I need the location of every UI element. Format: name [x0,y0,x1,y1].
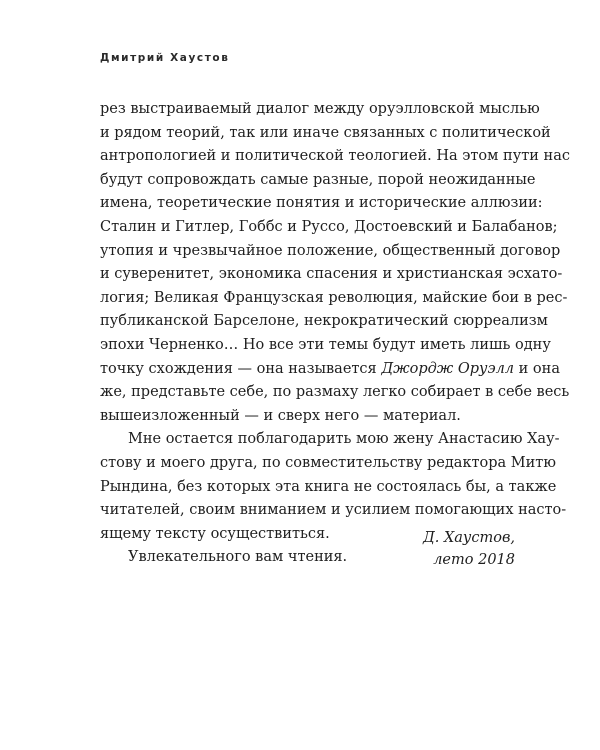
text-line: утопия и чрезвычайное положение, общественный договор [100,242,561,259]
text-line: вышеизложенный — и сверх него — материал. [100,407,461,424]
text-line-with-title [100,358,560,382]
text-line: имена, теоретические понятия и исторические аллюзии: [100,195,543,212]
text-line: будут сопровождать самые разные, порой неожиданные [100,171,536,188]
text-line: эпохи Черненко… Но все эти темы будут иметь лишь одну [100,336,551,353]
text-line: Мне остается поблагодарить мою жену Анастасию Хау- [128,431,560,448]
signature-author: Д. Хаустов, [422,530,515,546]
text-line: антропологией и политической теологией. На этом пути нас [100,148,570,165]
book-title-italic: Джордж Оруэлл [381,360,515,377]
signature [423,527,515,571]
text-line: публиканской Барселоне, некрократический сюрреализм [100,313,548,330]
text-line: логия; Великая Французская революция, майские бои в рес- [100,289,568,306]
text-fragment: и она [514,360,560,377]
text-line: и суверенитет, экономика спасения и христианская эсхато- [100,266,563,283]
text-line: рез выстраиваемый диалог между оруэлловской мыслью [100,101,540,117]
text-line: Сталин и Гитлер, Гоббс и Руссо, Достоевский и Балабанов; [100,218,558,235]
text-fragment: точку схождения — она называется [100,360,382,377]
closing-line: Увлекательного вам чтения. [128,549,348,566]
text-line: стову и моего друга, по совместительству редактора Митю [100,454,556,471]
body-text [100,98,570,570]
text-line: ящему тексту осуществиться. [100,525,330,542]
text-line: и рядом теорий, так или иначе связанных с политической [100,124,551,141]
text-line: читателей, своим вниманием и усилием помогающих насто- [100,502,567,519]
text-line: Рындина, без которых эта книга не состоялась бы, а также [100,478,557,495]
signature-date: лето 2018 [433,552,515,568]
text-line: же, представьте себе, по размаху легко собирает в себе весь [100,384,570,401]
running-head: Дмитрий Хаустов [100,52,230,64]
